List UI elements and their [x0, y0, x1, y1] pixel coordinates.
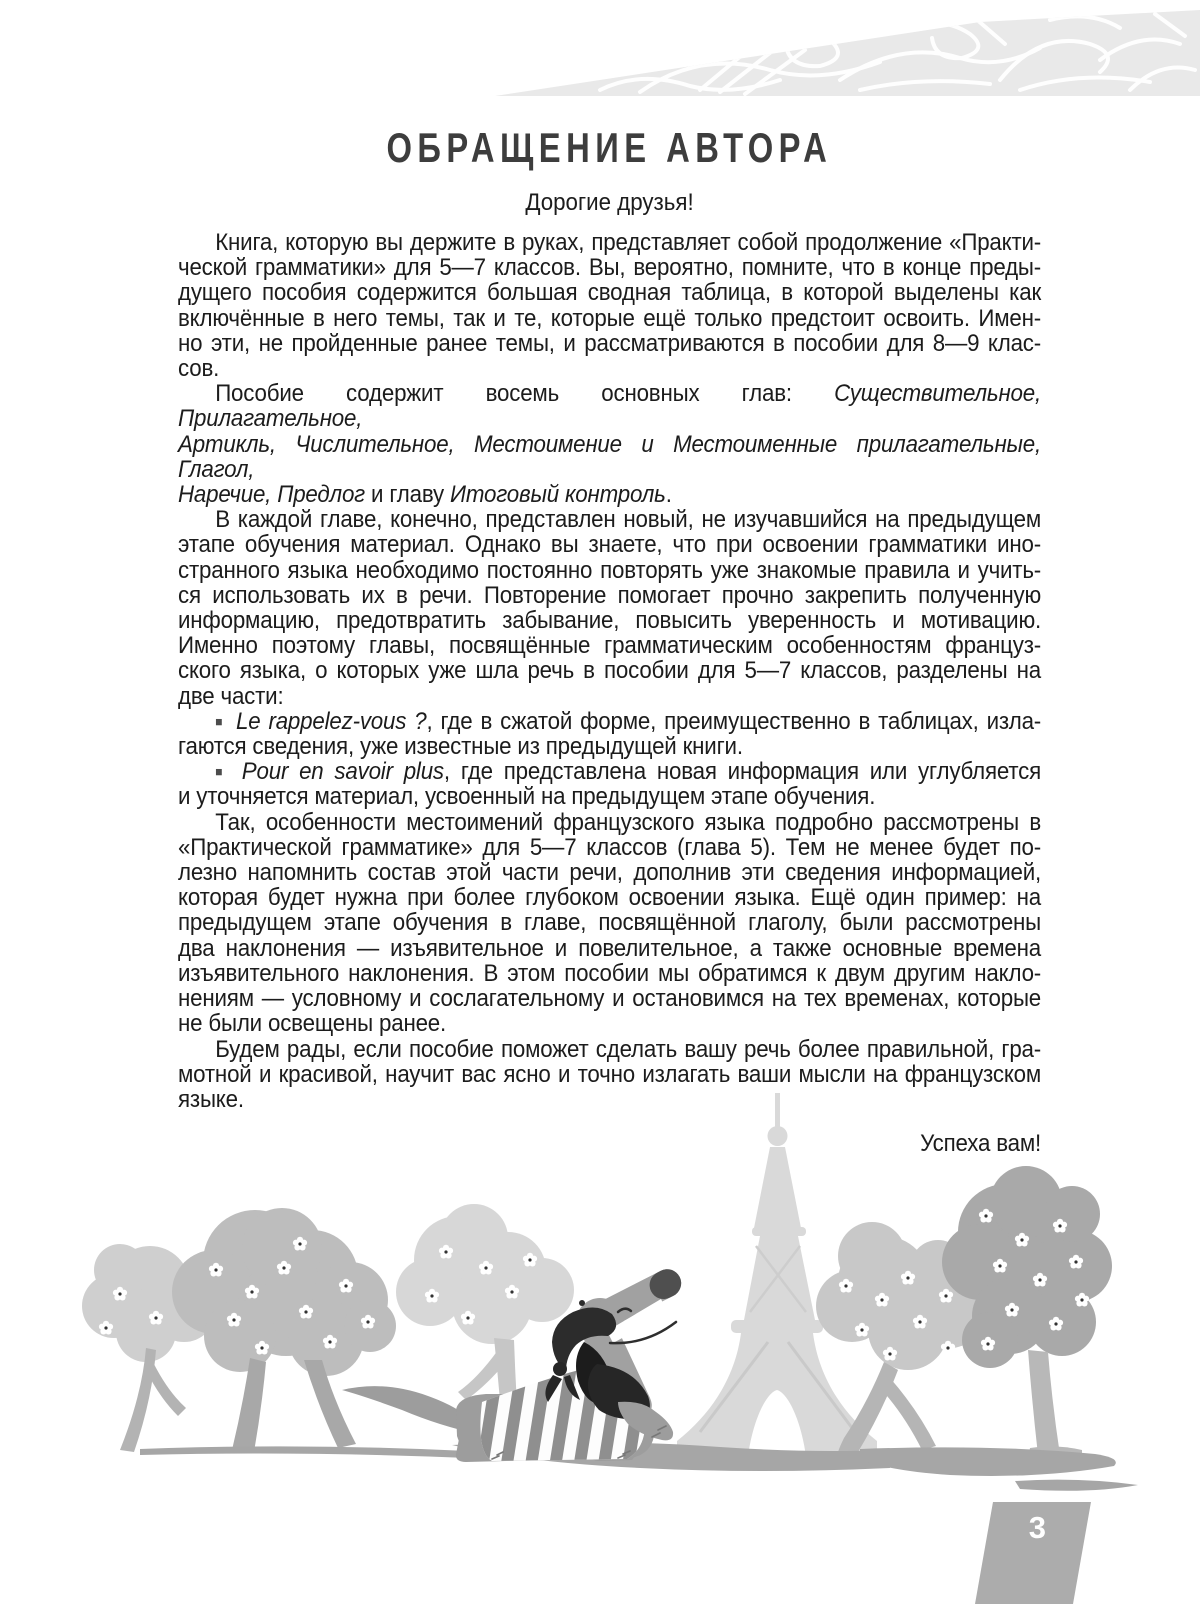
text-line: [178, 583, 1041, 608]
text-run: этапе обучения материал. Однако вы знаете, что при освоении грамматики ино-: [178, 531, 1042, 559]
text-line: [178, 633, 1041, 658]
text-line: [178, 558, 1041, 583]
text-run: сов.: [178, 355, 220, 383]
body-text: [178, 230, 1041, 1156]
text-run: информацию, предотвратить забывание, повысить уверенность и мотивацию.: [178, 607, 1042, 635]
text-line: [178, 482, 1041, 507]
text-line: [178, 230, 1041, 255]
text-run: предыдущем этапе обучения в главе, посвящённой глаголу, были рассмотрены: [178, 909, 1042, 937]
text-run: Итоговый контроль: [450, 481, 666, 509]
text-line: [178, 709, 1041, 734]
paragraph: [178, 759, 1041, 809]
text-line: [178, 532, 1041, 557]
text-line: [178, 961, 1041, 986]
text-run: , где представлена новая информация или углубляется: [443, 758, 1042, 786]
text-line: [178, 936, 1041, 961]
page-number-badge: [975, 1502, 1091, 1604]
text-run: Пособие содержит восемь основных глав:: [215, 380, 835, 408]
text-run: и уточняется материал, усвоенный на предыдущем этапе обучения.: [178, 783, 876, 811]
page-number: 3: [1028, 1510, 1047, 1545]
text-run: странного языка необходимо постоянно повторять уже знакомые правила и учить-: [178, 556, 1042, 584]
text-run: две части:: [178, 682, 284, 710]
text-line: [178, 432, 1041, 482]
paris-illustration: [0, 1080, 1200, 1510]
paragraph: [178, 381, 1041, 507]
text-line: [178, 986, 1041, 1011]
text-run: Артикль, Числительное, Местоимение и Местоименные прилагательные, Глагол,: [178, 430, 1042, 483]
text-line: [178, 280, 1041, 305]
signoff: Успеха вам!: [920, 1130, 1042, 1158]
text-line: [178, 1011, 1041, 1036]
text-line: [178, 835, 1041, 860]
text-run: .: [665, 481, 672, 509]
text-line: [178, 608, 1041, 633]
text-line: [178, 306, 1041, 331]
text-line: [178, 734, 1041, 759]
text-run: гаются сведения, уже известные из предыдущей книги.: [178, 733, 743, 761]
text-line: [178, 381, 1041, 431]
paragraph: [178, 230, 1041, 381]
bullet-square-icon: ■: [215, 764, 228, 780]
text-run: Существительное, Прилагательное,: [178, 380, 1042, 433]
page-title: ОБРАЩЕНИЕ АВТОРА: [386, 124, 833, 171]
text-line: [178, 684, 1041, 709]
text-run: нениям — условному и сослагательному и остановимся на тех временах, которые: [178, 985, 1042, 1013]
text-run: Pour en savoir plus: [230, 758, 444, 786]
text-line: [178, 255, 1041, 280]
text-run: ского языка, о которых уже шла речь в пособии для 5—7 классов, разделены на: [178, 657, 1042, 685]
text-run: лезно напомнить состав этой части речи, дополнив эти сведения информацией,: [178, 859, 1042, 887]
text-run: Книга, которую вы держите в руках, представляет собой продолжение «Практи-: [215, 229, 1042, 256]
text-line: [178, 356, 1041, 381]
text-run: включённые в него темы, так и те, которые ещё только предстоит освоить. Имен-: [178, 304, 1042, 332]
text-line: [178, 1037, 1041, 1062]
text-run: но эти, не пройденные ранее темы, и рассматриваются в пособии для 8—9 клас-: [178, 329, 1042, 357]
text-run: Так, особенности местоимений французского языка подробно рассмотрены в: [215, 808, 1042, 836]
text-run: два наклонения — изъявительное и повелительное, а также основные времена: [178, 934, 1042, 962]
paragraph: [178, 810, 1041, 1037]
text-run: дущего пособия содержится большая сводная таблица, в которой выделены как: [178, 279, 1042, 307]
text-line: [178, 658, 1041, 683]
text-run: В каждой главе, конечно, представлен новый, не изучавшийся на предыдущем: [215, 506, 1042, 534]
text-run: Наречие, Предлог: [178, 481, 366, 509]
text-run: которая будет нужна при более глубоком освоении языка. Ещё один пример: на: [178, 884, 1042, 912]
text-run: , где в сжатой форме, преимущественно в таблицах, изла-: [426, 707, 1042, 735]
text-line: [178, 885, 1041, 910]
text-run: Будем рады, если пособие поможет сделать вашу речь более правильной, гра-: [215, 1035, 1042, 1063]
text-run: «Практической грамматике» для 5—7 классов (глава 5). Тем не менее будет по-: [178, 833, 1042, 861]
text-run: ческой грамматики» для 5—7 классов. Вы, вероятно, помните, что в конце преды-: [178, 254, 1042, 282]
text-run: изъявительного наклонения. В этом пособии мы обратимся к двум другим накло-: [178, 959, 1042, 987]
text-run: не были освещены ранее.: [178, 1010, 447, 1038]
text-run: ся использовать их в речи. Повторение помогает прочно закрепить полученную: [178, 581, 1042, 609]
corner-scribble-pattern-icon: [480, 0, 1200, 100]
text-run: Именно поэтому главы, посвящённые грамматическим особенностям француз-: [178, 632, 1042, 660]
text-run: мотной и красивой, научит вас ясно и точно излагать ваши мысли на французском: [178, 1060, 1042, 1088]
tree-left-main: [172, 1208, 396, 1452]
paragraph: [178, 709, 1041, 759]
text-line: [178, 784, 1041, 809]
text-run: и главу: [365, 481, 451, 509]
text-line: [178, 507, 1041, 532]
text-line: [178, 331, 1041, 356]
salutation: Дорогие друзья!: [525, 189, 694, 216]
text-run: языке.: [178, 1085, 244, 1113]
text-run: Le rappelez-vous ?: [228, 707, 427, 735]
bullet-square-icon: ■: [215, 713, 225, 729]
text-line: [178, 860, 1041, 885]
text-line: [178, 759, 1041, 784]
paragraph: [178, 507, 1041, 709]
text-line: [178, 810, 1041, 835]
text-line: [178, 910, 1041, 935]
